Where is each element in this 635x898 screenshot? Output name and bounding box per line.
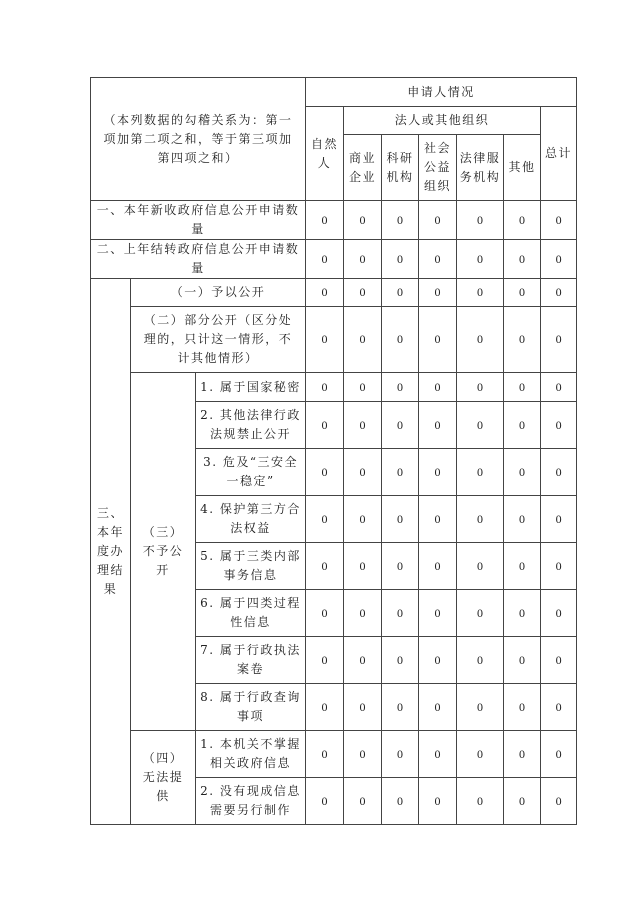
header-note: （本列数据的勾稽关系为：第一项加第二项之和，等于第三项加第四项之和） [91,78,306,201]
cell-value: 0 [504,402,541,449]
not-disclosed-label: （三）不予公开 [131,373,196,731]
cell-value: 0 [457,778,504,825]
cell-value: 0 [541,778,577,825]
cell-value: 0 [504,778,541,825]
cell-value: 0 [306,684,344,731]
cell-value: 0 [457,201,504,240]
cell-value: 0 [344,637,382,684]
cell-value: 0 [419,449,457,496]
cell-value: 0 [504,307,541,373]
row-label: 3. 危及“三安全一稳定” [196,449,306,496]
row-label: 2. 其他法律行政法规禁止公开 [196,402,306,449]
row-label: 二、上年结转政府信息公开申请数量 [91,240,306,279]
table-row [91,307,577,373]
cell-value: 0 [457,373,504,402]
cell-value: 0 [344,449,382,496]
cell-value: 0 [344,684,382,731]
cell-value: 0 [344,279,382,307]
cell-value: 0 [344,201,382,240]
cell-value: 0 [419,684,457,731]
results-label: 三、本年度办理结果 [91,279,131,825]
cell-value: 0 [541,240,577,279]
cell-value: 0 [344,543,382,590]
row-label: 7. 属于行政执法案卷 [196,637,306,684]
cell-value: 0 [504,731,541,778]
cell-value: 0 [541,543,577,590]
cell-value: 0 [541,402,577,449]
cell-value: 0 [419,279,457,307]
row-label: 8. 属于行政查询事项 [196,684,306,731]
table-row [91,201,577,240]
cell-value: 0 [344,240,382,279]
row-label: 4. 保护第三方合法权益 [196,496,306,543]
cell-value: 0 [541,279,577,307]
cell-value: 0 [504,590,541,637]
cell-value: 0 [457,637,504,684]
row-label: （二）部分公开（区分处理的，只计这一情形，不计其他情形） [131,307,306,373]
row-label: 一、本年新收政府信息公开申请数量 [91,201,306,240]
table-row [91,279,577,307]
header-commercial: 商业企业 [344,135,382,201]
cell-value: 0 [457,402,504,449]
cell-value: 0 [419,307,457,373]
cell-value: 0 [306,449,344,496]
cell-value: 0 [541,590,577,637]
cell-value: 0 [541,684,577,731]
cell-value: 0 [382,778,419,825]
header-other: 其他 [504,135,541,201]
cell-value: 0 [382,373,419,402]
unable-label: （四）无法提供 [131,731,196,825]
cell-value: 0 [306,637,344,684]
table-row [91,731,577,778]
cell-value: 0 [344,778,382,825]
cell-value: 0 [382,449,419,496]
cell-value: 0 [419,637,457,684]
cell-value: 0 [306,307,344,373]
row-label: （一）予以公开 [131,279,306,307]
cell-value: 0 [541,449,577,496]
cell-value: 0 [504,279,541,307]
cell-value: 0 [382,201,419,240]
row-label: 5. 属于三类内部事务信息 [196,543,306,590]
cell-value: 0 [382,240,419,279]
cell-value: 0 [382,637,419,684]
cell-value: 0 [541,496,577,543]
cell-value: 0 [306,590,344,637]
header-legal-entities: 法人或其他组织 [344,107,541,135]
row-label: 1. 本机关不掌握相关政府信息 [196,731,306,778]
cell-value: 0 [419,373,457,402]
cell-value: 0 [344,496,382,543]
cell-value: 0 [504,201,541,240]
cell-value: 0 [504,240,541,279]
cell-value: 0 [541,373,577,402]
cell-value: 0 [457,279,504,307]
cell-value: 0 [419,778,457,825]
cell-value: 0 [457,684,504,731]
cell-value: 0 [306,731,344,778]
cell-value: 0 [457,496,504,543]
cell-value: 0 [457,307,504,373]
cell-value: 0 [541,731,577,778]
cell-value: 0 [457,543,504,590]
table-row [91,240,577,279]
cell-value: 0 [419,496,457,543]
cell-value: 0 [306,201,344,240]
cell-value: 0 [306,496,344,543]
cell-value: 0 [419,543,457,590]
cell-value: 0 [419,240,457,279]
cell-value: 0 [306,778,344,825]
cell-value: 0 [382,731,419,778]
header-total: 总计 [541,107,577,201]
cell-value: 0 [344,307,382,373]
cell-value: 0 [382,307,419,373]
cell-value: 0 [457,731,504,778]
cell-value: 0 [344,402,382,449]
header-natural-person: 自然人 [306,107,344,201]
cell-value: 0 [306,402,344,449]
header-public-welfare: 社会公益组织 [419,135,457,201]
cell-value: 0 [504,373,541,402]
cell-value: 0 [382,543,419,590]
header-research: 科研机构 [382,135,419,201]
cell-value: 0 [541,201,577,240]
cell-value: 0 [382,402,419,449]
cell-value: 0 [504,637,541,684]
cell-value: 0 [382,496,419,543]
cell-value: 0 [419,731,457,778]
cell-value: 0 [504,496,541,543]
cell-value: 0 [419,201,457,240]
table-row [91,373,577,402]
cell-value: 0 [344,731,382,778]
cell-value: 0 [306,279,344,307]
cell-value: 0 [504,543,541,590]
cell-value: 0 [504,449,541,496]
cell-value: 0 [306,240,344,279]
cell-value: 0 [382,279,419,307]
cell-value: 0 [382,684,419,731]
cell-value: 0 [306,543,344,590]
header-applicant: 申请人情况 [306,78,577,107]
cell-value: 0 [306,373,344,402]
government-info-disclosure-table [90,77,577,825]
header-legal-service: 法律服务机构 [457,135,504,201]
cell-value: 0 [419,402,457,449]
cell-value: 0 [419,590,457,637]
row-label: 6. 属于四类过程性信息 [196,590,306,637]
cell-value: 0 [457,449,504,496]
cell-value: 0 [457,590,504,637]
cell-value: 0 [541,307,577,373]
cell-value: 0 [382,590,419,637]
cell-value: 0 [504,684,541,731]
cell-value: 0 [344,373,382,402]
cell-value: 0 [457,240,504,279]
cell-value: 0 [344,590,382,637]
row-label: 2. 没有现成信息需要另行制作 [196,778,306,825]
cell-value: 0 [541,637,577,684]
row-label: 1. 属于国家秘密 [196,373,306,402]
